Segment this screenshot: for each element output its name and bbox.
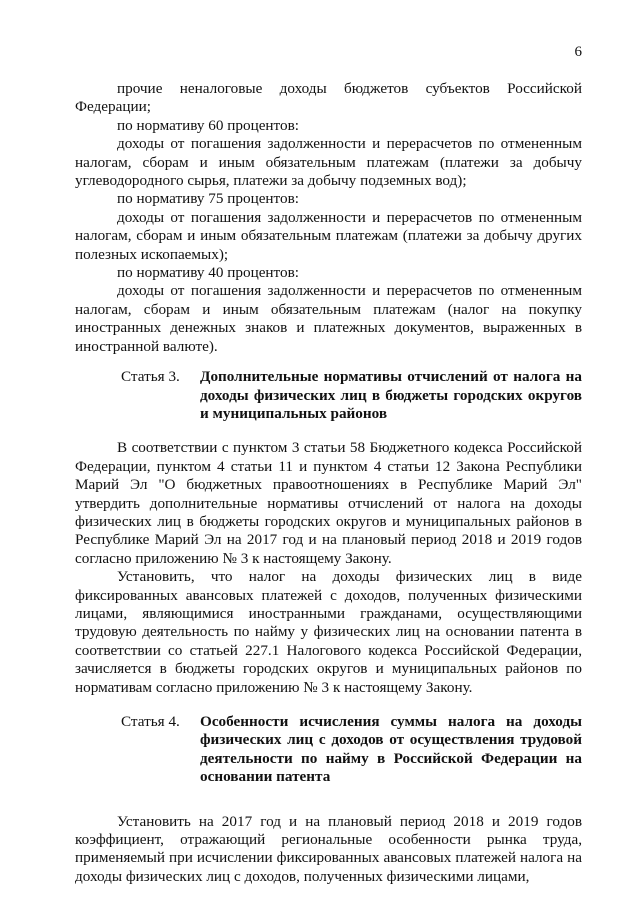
document-body: [75, 80, 582, 886]
paragraph: доходы от погашения задолженности и перерасчетов по отмененным налогам, сборам и иным обязательным платежам (платежи за добычу углеводородного сырья, платежи за добычу подземных вод);: [75, 135, 582, 190]
article-4-heading: [75, 713, 582, 787]
article-3-heading: [75, 368, 582, 423]
paragraph: прочие неналоговые доходы бюджетов субъектов Российской Федерации;: [75, 80, 582, 116]
article-3-label: Статья 3.: [121, 368, 180, 386]
paragraph: В соответствии с пунктом 3 статьи 58 Бюджетного кодекса Российской Федерации, пунктом 4 статьи 11 и пунктом 4 статьи 12 Закона Республики Марий Эл "О бюджетных правоотношениях в Республике Марий Эл" утвердить дополнительные нормативы отчислений от налога на доходы физических лиц в бюджеты городских округов и муниципальных районов в Республике Марий Эл на 2017 год и на плановый период 2018 и 2019 годов согласно приложению № 3 к настоящему Закону.: [75, 439, 582, 567]
paragraph: доходы от погашения задолженности и перерасчетов по отмененным налогам, сборам и иным обязательным платежам (налог на покупку иностранных денежных знаков и платежных документов, выраженных в иностранной валюте).: [75, 282, 582, 355]
page-number: 6: [574, 44, 582, 60]
article-4-label: Статья 4.: [121, 713, 180, 730]
paragraph: по нормативу 40 процентов:: [117, 264, 299, 282]
paragraph: Установить на 2017 год и на плановый период 2018 и 2019 годов коэффициент, отражающий региональные особенности рынка труда, применяемый при исчислении фиксированных авансовых платежей налога на доходы физических лиц с доходов, полученных физическими лицами,: [75, 812, 582, 885]
paragraph: по нормативу 75 процентов:: [117, 190, 299, 208]
article-3-title: Дополнительные нормативы отчислений от налога на доходы физических лиц в бюджеты городских округов и муниципальных районов: [200, 368, 582, 422]
paragraph: по нормативу 60 процентов:: [117, 116, 299, 134]
paragraph: Установить, что налог на доходы физических лиц в виде фиксированных авансовых платежей с доходов, полученных физическими лицами, являющимися иностранными гражданами, осуществляющими трудовую деятельность по найму у физических лиц на основании патента в соответствии со статьей 227.1 Налогового кодекса Российской Федерации, зачисляется в бюджеты городских округов и муниципальных районов по нормативам согласно приложению № 3 к настоящему Закону.: [75, 568, 582, 696]
article-4-title: Особенности исчисления суммы налога на доходы физических лиц с доходов от осуществления трудовой деятельности по найму в Российской Федерации на основании патента: [200, 713, 582, 786]
paragraph: доходы от погашения задолженности и перерасчетов по отмененным налогам, сборам и иным обязательным платежам (платежи за добычу других полезных ископаемых);: [75, 208, 582, 263]
